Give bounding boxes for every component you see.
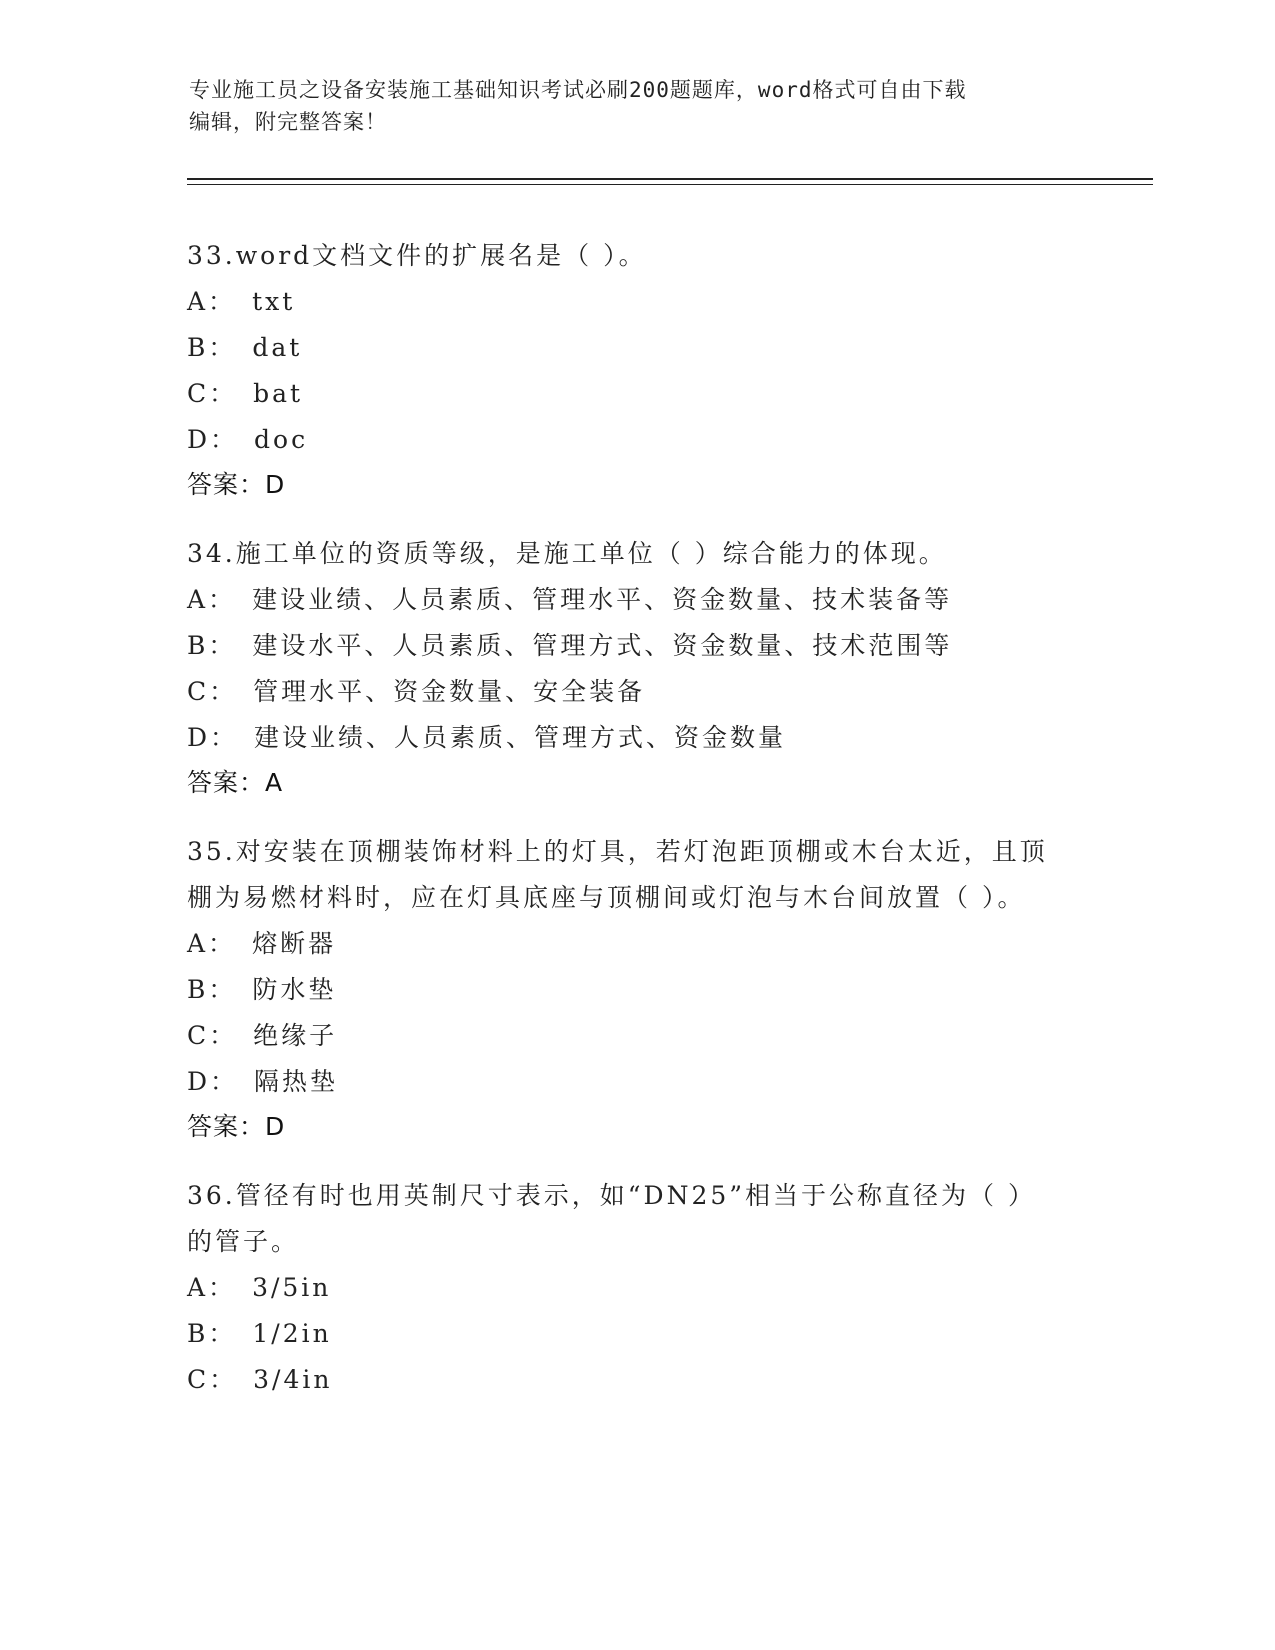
option-letter: C：: [187, 1021, 238, 1050]
question-list: [187, 233, 1087, 1427]
question-stem-line-1: 35.对安装在顶棚装饰材料上的灯具，若灯泡距顶棚或木台太近，且顶: [187, 837, 1048, 866]
option-text: bat: [253, 379, 304, 408]
question-35: [187, 829, 1087, 1149]
option-text: 建设水平、人员素质、管理方式、资金数量、技术范围等: [252, 631, 953, 660]
option-a: [187, 921, 1087, 967]
question-stem-line-2: 棚为易燃材料时，应在灯具底座与顶棚间或灯泡与木台间放置（ ）。: [187, 883, 1026, 912]
question-stem-line-2: 的管子。: [187, 1227, 300, 1256]
option-text: 管理水平、资金数量、安全装备: [253, 677, 646, 706]
option-text: 建设业绩、人员素质、管理水平、资金数量、技术装备等: [252, 585, 953, 614]
option-a: [187, 279, 1087, 325]
option-b: [187, 967, 1087, 1013]
option-b: [187, 1311, 1087, 1357]
answer-label: 答案：A: [187, 768, 284, 797]
option-text: 建设业绩、人员素质、管理方式、资金数量: [254, 723, 787, 752]
question-stem-line-1: 36.管径有时也用英制尺寸表示，如“DN25”相当于公称直径为（ ）: [187, 1181, 1036, 1210]
question-34: [187, 531, 1087, 805]
option-text: 隔热垫: [254, 1067, 339, 1096]
option-letter: B：: [187, 975, 237, 1004]
header-line-2: 编辑，附完整答案！: [189, 110, 387, 134]
answer-label: 答案：D: [187, 470, 286, 499]
header-divider-thin: [187, 184, 1153, 185]
header-divider-thick: [187, 178, 1153, 180]
header-line-1: 专业施工员之设备安装施工基础知识考试必刷200题题库，word格式可自由下载: [189, 78, 967, 102]
option-letter: A：: [187, 585, 237, 614]
option-c: [187, 1357, 1087, 1403]
option-letter: A：: [187, 1273, 237, 1302]
option-d: [187, 417, 1087, 463]
option-letter: B：: [187, 1319, 237, 1348]
option-text: 1/2in: [252, 1319, 332, 1348]
option-letter: A：: [187, 287, 237, 316]
option-letter: D：: [187, 1067, 239, 1096]
option-text: 熔断器: [252, 929, 337, 958]
option-text: dat: [252, 333, 303, 362]
option-letter: B：: [187, 631, 237, 660]
option-text: 3/4in: [253, 1365, 333, 1394]
answer-label: 答案：D: [187, 1112, 286, 1141]
option-letter: D：: [187, 723, 239, 752]
option-text: 3/5in: [252, 1273, 332, 1302]
option-letter: C：: [187, 677, 238, 706]
document-header: [189, 74, 1089, 138]
option-text: doc: [254, 425, 309, 454]
option-a: [187, 1265, 1087, 1311]
option-text: 防水垫: [252, 975, 337, 1004]
option-text: 绝缘子: [253, 1021, 338, 1050]
option-letter: C：: [187, 379, 238, 408]
question-36: [187, 1173, 1087, 1403]
option-c: [187, 371, 1087, 417]
question-stem: 33.word文档文件的扩展名是（ ）。: [187, 241, 647, 270]
question-stem: 34.施工单位的资质等级，是施工单位（ ）综合能力的体现。: [187, 539, 947, 568]
option-b: [187, 623, 1087, 669]
option-d: [187, 715, 1087, 761]
option-text: txt: [252, 287, 296, 316]
option-d: [187, 1059, 1087, 1105]
option-letter: B：: [187, 333, 237, 362]
option-c: [187, 1013, 1087, 1059]
option-b: [187, 325, 1087, 371]
option-c: [187, 669, 1087, 715]
option-letter: A：: [187, 929, 237, 958]
option-letter: C：: [187, 1365, 238, 1394]
question-33: [187, 233, 1087, 507]
option-letter: D：: [187, 425, 239, 454]
option-a: [187, 577, 1087, 623]
